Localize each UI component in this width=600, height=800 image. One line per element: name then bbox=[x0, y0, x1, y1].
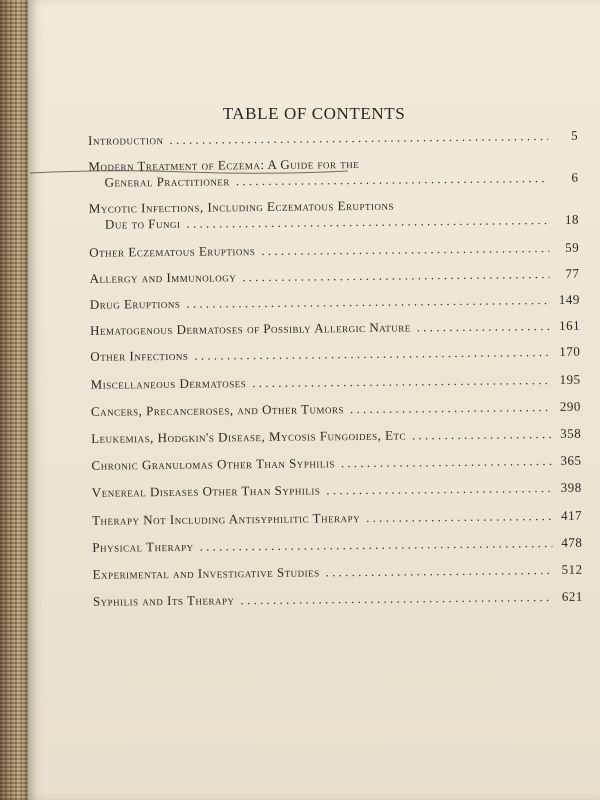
toc-entry-page: 195 bbox=[559, 371, 581, 387]
toc-leader-dots bbox=[199, 535, 552, 555]
toc-entry bbox=[74, 318, 580, 339]
toc-entry-label: General Practitioner bbox=[104, 173, 230, 190]
toc-entry bbox=[76, 480, 582, 501]
toc-entry-page: 365 bbox=[560, 452, 582, 468]
toc-entry bbox=[75, 426, 581, 447]
toc-leader-dots bbox=[341, 453, 552, 471]
toc-entry bbox=[75, 453, 581, 474]
toc-list bbox=[72, 127, 583, 609]
toc-leader-dots bbox=[350, 399, 551, 417]
toc-entry-page: 18 bbox=[564, 211, 580, 227]
toc-entry-label: Cancers, Precanceroses, and Other Tumors bbox=[90, 401, 345, 419]
toc-entry-page: 417 bbox=[560, 507, 583, 523]
toc-entry-page: 59 bbox=[565, 239, 580, 255]
pencil-strikethrough-mark bbox=[28, 167, 358, 177]
toc-entry-label: Hematogenous Dermatoses of Possibly Allergic Nature bbox=[89, 319, 411, 338]
toc-entry bbox=[75, 399, 581, 420]
toc-entry-page: 512 bbox=[561, 561, 583, 577]
toc-entry-label: Other Eczematous Eruptions bbox=[89, 243, 256, 260]
toc-leader-dots bbox=[242, 266, 549, 285]
toc-entry-page: 398 bbox=[560, 479, 582, 495]
toc-leader-dots bbox=[366, 508, 552, 526]
toc-entry bbox=[77, 589, 583, 610]
toc-leader-dots bbox=[186, 292, 550, 312]
toc-entry-page: 170 bbox=[559, 343, 581, 359]
toc-leader-dots bbox=[412, 426, 551, 443]
toc-leader-dots bbox=[261, 240, 549, 259]
toc-entry-label: Chronic Granulomas Other Than Syphilis bbox=[91, 455, 335, 473]
toc-entry-label: Syphilis and Its Therapy bbox=[92, 592, 235, 609]
toc-entry bbox=[73, 240, 579, 261]
toc-leader-dots bbox=[186, 212, 549, 232]
toc-entry-page: 290 bbox=[559, 398, 581, 414]
toc-entry-label: Therapy Not Including Antisyphilitic Therapy bbox=[91, 510, 361, 528]
book-spine-binding bbox=[0, 0, 28, 800]
toc-entry-label: Miscellaneous Dermatoses bbox=[90, 375, 247, 392]
toc-entry bbox=[77, 562, 583, 583]
toc-entry bbox=[73, 266, 579, 287]
toc-leader-dots bbox=[326, 480, 552, 498]
toc-entry bbox=[76, 508, 582, 529]
toc-entry-label: Leukemias, Hodgkin's Disease, Mycosis Fungoides, Etc bbox=[91, 427, 407, 446]
toc-leader-dots bbox=[252, 372, 551, 391]
toc-entry-page: 6 bbox=[571, 169, 579, 185]
toc-entry-label: Experimental and Investigative Studies bbox=[92, 564, 320, 582]
toc-title: TABLE OF CONTENTS bbox=[222, 104, 406, 123]
toc-entry-page: 149 bbox=[558, 291, 580, 307]
toc-entry-label: Venereal Diseases Other Than Syphilis bbox=[91, 482, 321, 500]
toc-leader-dots bbox=[417, 318, 551, 335]
toc-leader-dots bbox=[326, 562, 553, 580]
book-page bbox=[28, 0, 600, 800]
toc-entry-label: Allergy and Immunology bbox=[89, 269, 237, 286]
toc-leader-dots bbox=[240, 589, 553, 608]
toc-entry-label: Physical Therapy bbox=[92, 538, 194, 555]
toc-entry bbox=[74, 344, 580, 365]
toc-entry-label-line1: Mycotic Infections, Including Eczematous Eruptions bbox=[88, 197, 395, 216]
toc-entry-page: 358 bbox=[560, 425, 582, 441]
toc-entry-page: 5 bbox=[570, 127, 579, 143]
toc-entry-label-line1: Modern Treatment of Eczema: A Guide for the bbox=[88, 155, 360, 174]
toc-entry bbox=[72, 128, 578, 149]
toc-entry bbox=[74, 292, 580, 313]
toc-entry-label: Due to Fungi bbox=[104, 215, 181, 232]
toc-entry-page: 621 bbox=[561, 588, 583, 604]
toc-entry bbox=[75, 372, 581, 393]
toc-entry-label: Other Infections bbox=[90, 347, 189, 364]
toc-entry-page: 478 bbox=[561, 534, 583, 550]
toc-entry-page: 77 bbox=[565, 265, 580, 281]
toc-leader-dots bbox=[194, 344, 550, 364]
toc-entry-page: 161 bbox=[558, 317, 581, 333]
toc-entry-label: Drug Eruptions bbox=[89, 295, 181, 312]
toc-leader-dots bbox=[169, 128, 548, 148]
toc-entry-label: Introduction bbox=[87, 132, 164, 148]
toc-entry bbox=[76, 535, 582, 556]
toc-entry bbox=[73, 196, 579, 233]
